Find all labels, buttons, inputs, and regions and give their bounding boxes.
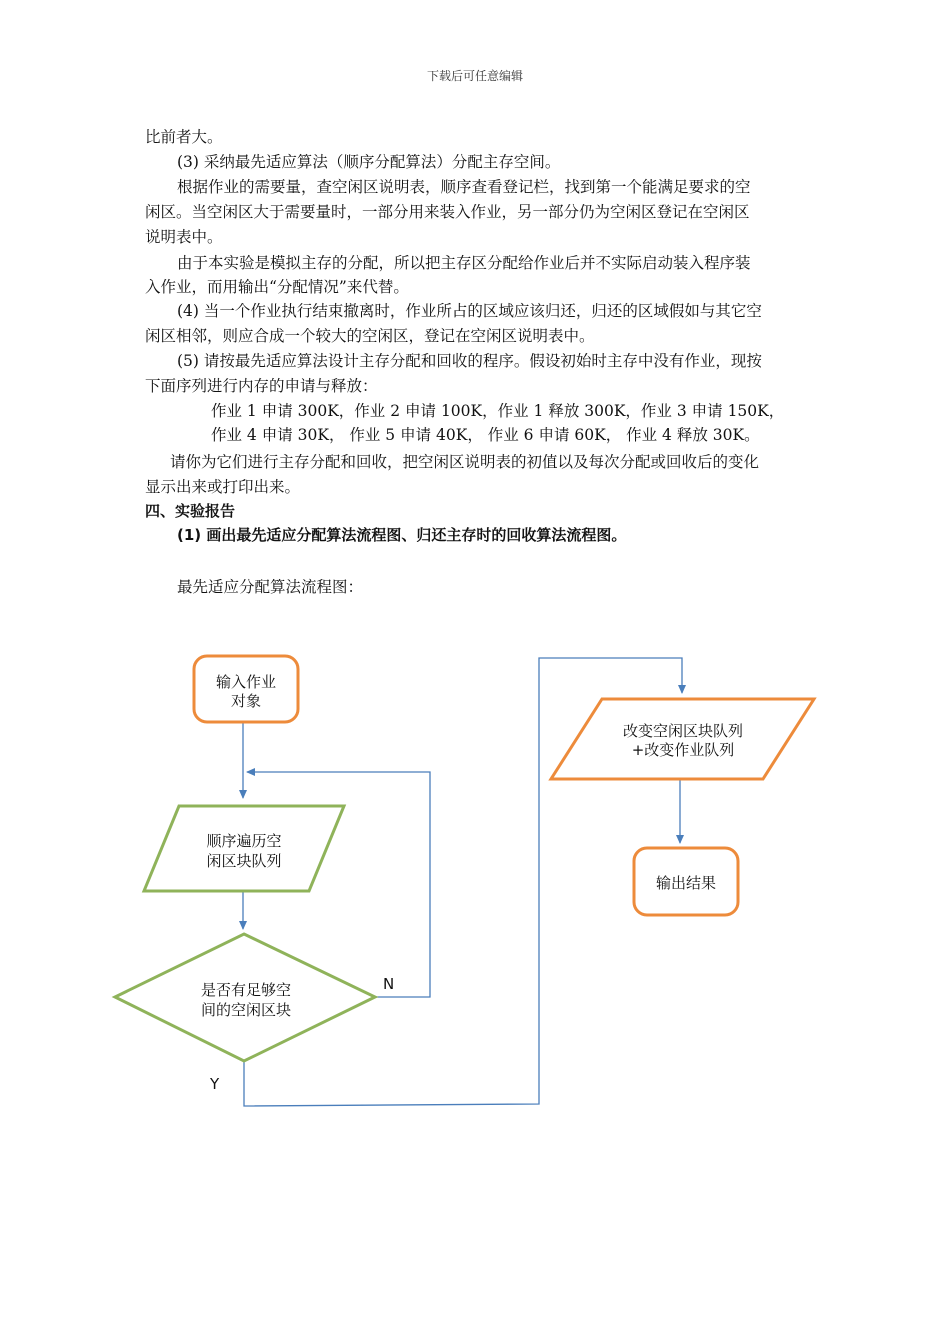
- text-line-7: 入作业，而用输出“分配情况”来代替。: [145, 278, 409, 296]
- change-node-text-1: 改变空闲区块队列: [622, 722, 744, 740]
- text-line-1: 比前者大。: [145, 128, 223, 146]
- text-line-12: 作业 1 申请 300K，作业 2 申请 100K，作业 1 释放 300K，作业 3 申请 150K，: [211, 402, 785, 420]
- subsection-heading: (1) 画出最先适应分配算法流程图、归还主存时的回收算法流程图。: [177, 526, 627, 544]
- text-line-6: 由于本实验是模拟主存的分配，所以把主存区分配给作业后并不实际启动装入程序装: [177, 254, 751, 272]
- input-node-text-2: 对象: [230, 692, 262, 710]
- traverse-node-text-1: 顺序遍历空: [206, 832, 282, 850]
- label-yes: Y: [210, 1075, 220, 1093]
- text-line-8: (4) 当一个作业执行结束撤离时，作业所占的区域应该归还，归还的区域假如与其它空: [177, 302, 762, 320]
- text-line-4: 闲区。当空闲区大于需要量时，一部分用来装入作业，另一部分仍为空闲区登记在空闲区: [145, 203, 750, 221]
- text-line-15: 显示出来或打印出来。: [145, 478, 301, 496]
- text-line-9: 闲区相邻，则应合成一个较大的空闲区，登记在空闲区说明表中。: [145, 327, 595, 345]
- decision-node-text-2: 间的空闲区块: [200, 1001, 292, 1019]
- flowchart-caption: 最先适应分配算法流程图：: [177, 578, 364, 596]
- text-line-14: 请你为它们进行主存分配和回收，把空闲区说明表的初值以及每次分配或回收后的变化: [170, 453, 760, 471]
- text-line-13: 作业 4 申请 30K， 作业 5 申请 40K， 作业 6 申请 60K， 作业 4 释放 30K。: [211, 426, 760, 444]
- text-line-5: 说明表中。: [145, 228, 223, 246]
- text-line-10: (5) 请按最先适应算法设计主存分配和回收的程序。假设初始时主存中没有作业，现按: [177, 352, 762, 370]
- input-node-text-1: 输入作业: [215, 673, 277, 691]
- text-line-2: (3) 采纳最先适应算法（顺序分配算法）分配主存空间。: [177, 153, 561, 171]
- section-heading: 四、实验报告: [145, 502, 236, 520]
- traverse-node-text-2: 闲区块队列: [206, 852, 282, 870]
- page-header: 下载后可任意编辑: [426, 69, 523, 83]
- label-no: N: [383, 975, 395, 993]
- output-node-text: 输出结果: [655, 874, 717, 892]
- text-line-3: 根据作业的需要量，查空闲区说明表，顺序查看登记栏，找到第一个能满足要求的空: [177, 178, 751, 196]
- decision-node-text-1: 是否有足够空: [200, 981, 292, 999]
- text-line-11: 下面序列进行内存的申请与释放：: [145, 377, 378, 395]
- change-node-text-2: +改变作业队列: [631, 741, 735, 759]
